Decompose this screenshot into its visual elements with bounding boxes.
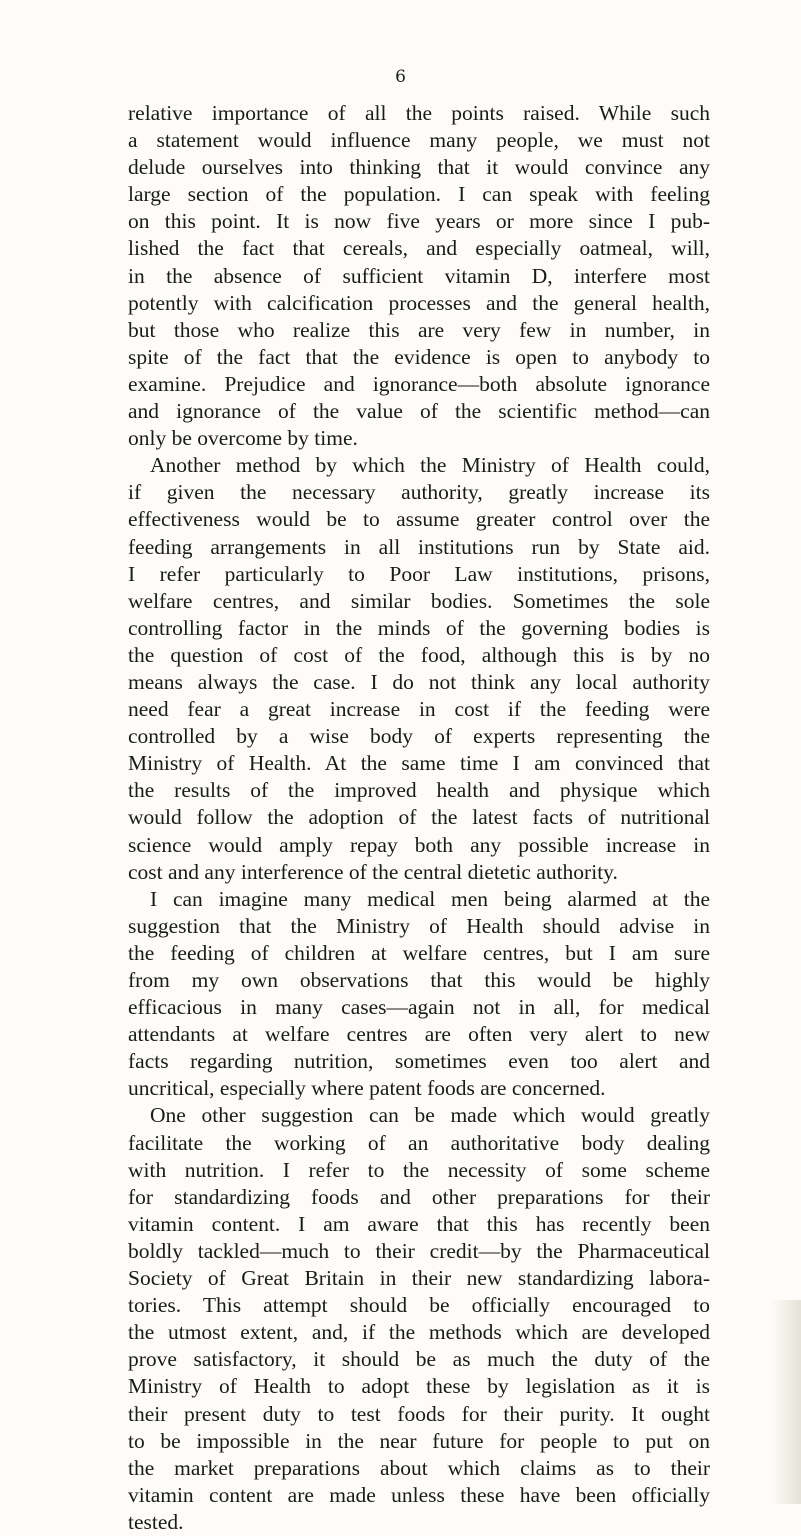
text-line: lished the fact that cereals, and especially oatmeal, will, [128, 236, 710, 261]
body-text [128, 100, 710, 1536]
text-line: need fear a great increase in cost if the feeding were [128, 697, 710, 722]
text-line: large section of the population. I can speak with feeling [128, 182, 710, 207]
text-line: welfare centres, and similar bodies. Sometimes the sole [128, 588, 710, 613]
text-line: the utmost extent, and, if the methods which are developed [128, 1320, 710, 1345]
text-line: only be overcome by time. [128, 426, 358, 451]
text-line: to be impossible in the near future for people to put on [128, 1428, 710, 1453]
text-line: prove satisfactory, it should be as much the duty of the [128, 1347, 710, 1372]
text-line: from my own observations that this would be highly [128, 968, 710, 992]
text-line: Another method by which the Ministry of Health could, [150, 453, 710, 478]
text-line: boldly tackled—much to their credit—by the Pharmaceutical [128, 1238, 710, 1263]
text-line: I refer particularly to Poor Law institutions, prisons, [128, 561, 710, 586]
text-line: tested. [128, 1509, 184, 1534]
text-line: for standardizing foods and other preparations for their [128, 1184, 710, 1209]
text-line: the feeding of children at welfare centres, but I am sure [128, 940, 710, 965]
text-line: with nutrition. I refer to the necessity of some scheme [128, 1157, 710, 1182]
text-line: the results of the improved health and physique which [128, 778, 710, 803]
text-line: means always the case. I do not think any local authority [128, 669, 710, 694]
text-line: spite of the fact that the evidence is open to anybody to [128, 344, 710, 369]
text-line: potently with calcification processes and the general health, [128, 290, 710, 315]
text-line: the question of cost of the food, although this is by no [128, 642, 710, 667]
text-line: their present duty to test foods for their purity. It ought [128, 1401, 710, 1426]
text-line: effectiveness would be to assume greater control over the [128, 507, 710, 532]
page-number: 6 [395, 67, 406, 87]
text-line: science would amply repay both any possible increase in [128, 832, 710, 857]
text-line: One other suggestion can be made which would greatly [150, 1103, 710, 1128]
text-line: controlling factor in the minds of the governing bodies is [128, 615, 710, 640]
paragraph [128, 886, 710, 1103]
text-line: and ignorance of the value of the scientific method—can [128, 399, 710, 424]
text-line: Ministry of Health to adopt these by legislation as it is [128, 1374, 710, 1399]
text-line: relative importance of all the points raised. While such [128, 101, 710, 125]
paragraph [128, 452, 710, 886]
text-line: if given the necessary authority, greatly increase its [128, 480, 710, 505]
paragraph [128, 1102, 710, 1536]
text-line: cost and any interference of the central dietetic authority. [128, 859, 618, 884]
text-line: a statement would influence many people, we must not [128, 128, 710, 153]
text-line: vitamin content. I am aware that this has recently been [128, 1211, 710, 1236]
text-line: facts regarding nutrition, sometimes even too alert and [128, 1049, 710, 1074]
text-line: Society of Great Britain in their new standardizing labora- [128, 1266, 710, 1291]
text-line: uncritical, especially where patent foods are concerned. [128, 1076, 606, 1101]
text-line: Ministry of Health. At the same time I am convinced that [128, 751, 710, 776]
text-line: but those who realize this are very few in number, in [128, 317, 710, 342]
text-line: efficacious in many cases—again not in all, for medical [128, 995, 710, 1020]
text-line: would follow the adoption of the latest facts of nutritional [128, 805, 710, 830]
text-line: examine. Prejudice and ignorance—both absolute ignorance [128, 371, 710, 396]
text-line: feeding arrangements in all institutions run by State aid. [128, 534, 710, 559]
text-line: tories. This attempt should be officially encouraged to [128, 1293, 710, 1318]
text-line: attendants at welfare centres are often very alert to new [128, 1022, 710, 1047]
scan-edge-shadow [771, 1300, 801, 1504]
text-line: I can imagine many medical men being alarmed at the [150, 886, 710, 911]
text-line: in the absence of sufficient vitamin D, interfere most [128, 263, 710, 288]
text-line: on this point. It is now five years or more since I pub- [128, 209, 710, 234]
text-line: controlled by a wise body of experts representing the [128, 724, 710, 749]
paragraph [128, 100, 710, 452]
text-line: delude ourselves into thinking that it would convince any [128, 155, 710, 180]
text-line: vitamin content are made unless these have been officially [128, 1482, 710, 1507]
text-line: facilitate the working of an authoritative body dealing [128, 1130, 710, 1155]
text-line: the market preparations about which claims as to their [128, 1455, 710, 1480]
text-line: suggestion that the Ministry of Health should advise in [128, 913, 710, 938]
